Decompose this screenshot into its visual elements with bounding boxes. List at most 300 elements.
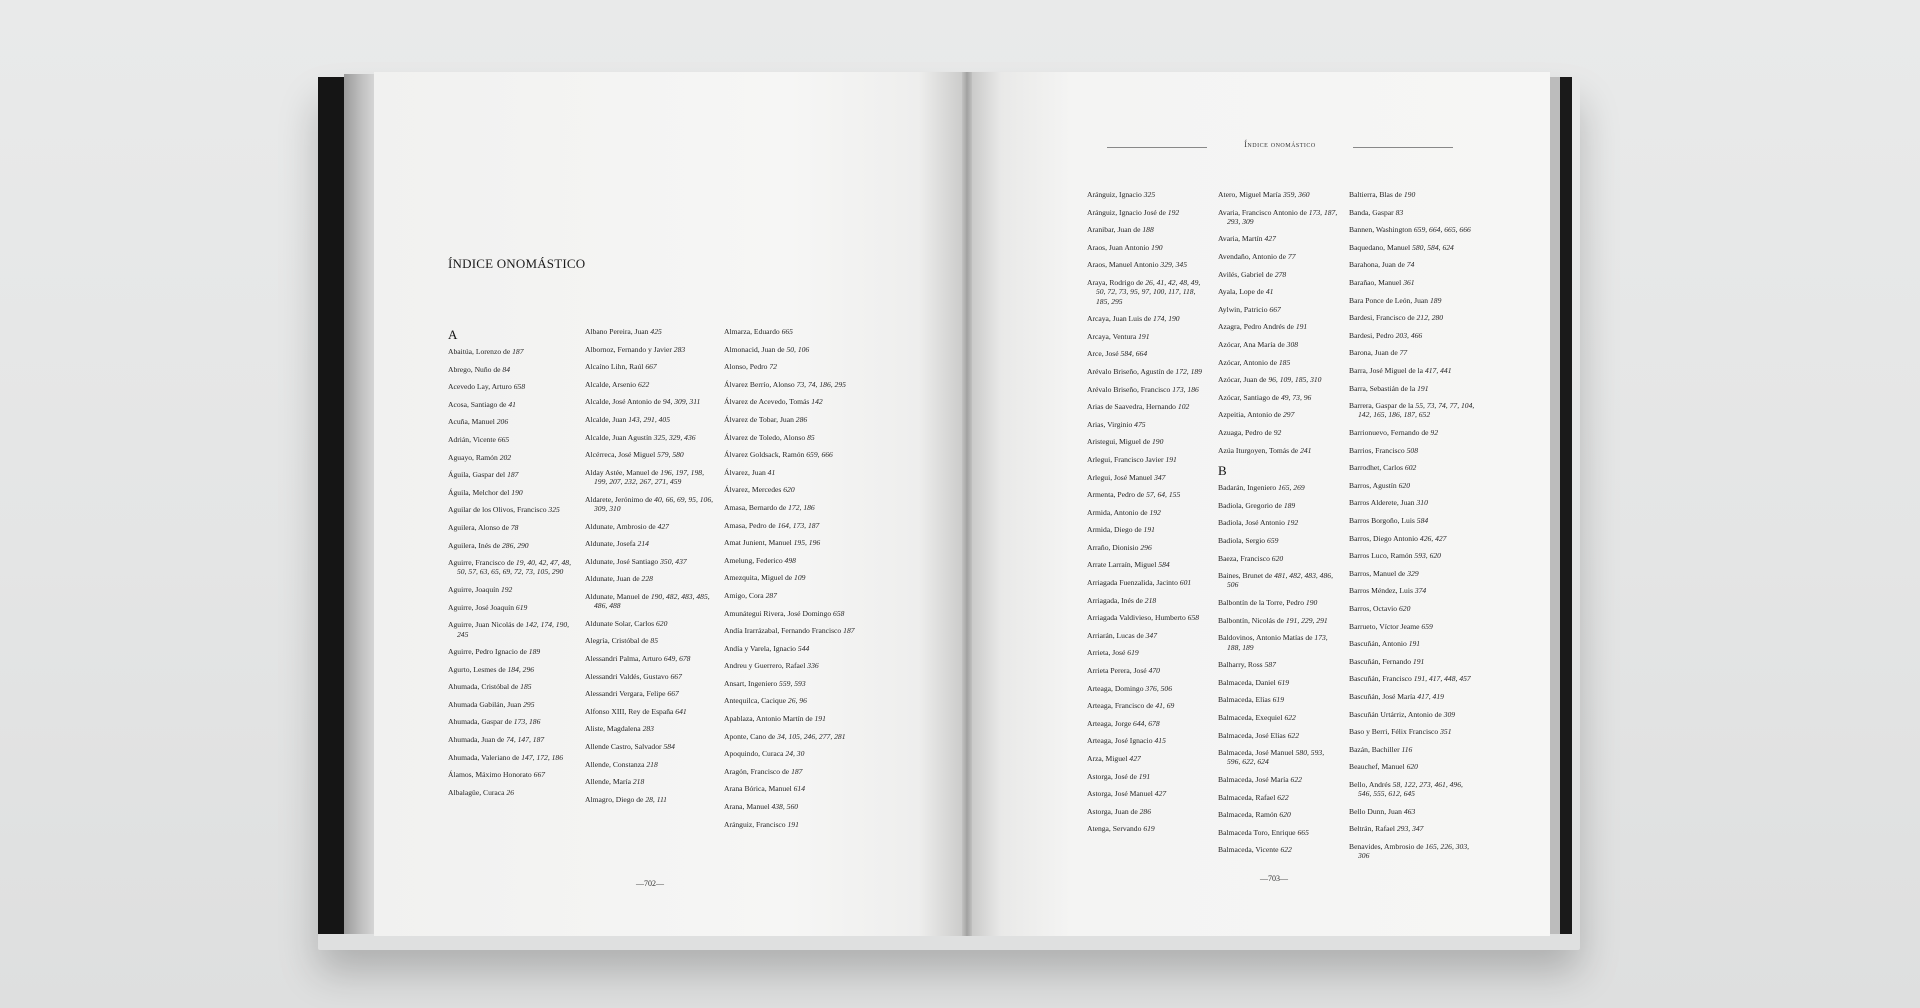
entry-name: Álvarez, Juan — [724, 467, 766, 477]
entry-pages: 196, 197, 198, 199, 207, 232, 267, 271, 459 — [594, 467, 704, 487]
entry-pages: 415 — [1154, 736, 1166, 746]
entry-name: Badiola, Sergio — [1218, 535, 1266, 545]
entry-name: Balmaceda, José Manuel — [1218, 748, 1294, 758]
index-entry — [724, 503, 862, 512]
entry-pages: 658 — [833, 608, 845, 618]
entry-pages: 184, 296 — [507, 664, 535, 674]
index-entry — [1218, 270, 1338, 279]
entry-name: Andía y Varela, Ignacio — [724, 643, 796, 653]
entry-pages: 347 — [1145, 630, 1158, 640]
entry-pages: 427 — [1154, 789, 1167, 799]
entry-name: Amezquita, Miguel de — [724, 573, 793, 583]
index-entry — [448, 735, 578, 744]
index-entry — [1218, 731, 1338, 740]
index-entry — [1349, 727, 1477, 736]
entry-pages: 359, 360 — [1282, 190, 1310, 199]
entry-pages: 286 — [1139, 806, 1151, 816]
index-entry — [724, 749, 862, 758]
entry-name: Arrate Larraín, Miguel — [1087, 560, 1157, 570]
entry-name: Aguilera, Inés de — [448, 540, 501, 550]
entry-name: Alegría, Cristóbal de — [585, 636, 649, 646]
entry-name: Badiola, Gregorio de — [1218, 500, 1282, 510]
entry-pages: 559, 593 — [779, 678, 806, 688]
entry-name: Bello Dunn, Juan — [1349, 806, 1402, 816]
entry-pages: 658 — [513, 382, 526, 392]
index-entry — [1349, 807, 1477, 816]
book-cover-edge-left — [318, 77, 344, 934]
index-entry — [1087, 455, 1207, 464]
entry-name: Ahumada, Cristóbal de — [448, 682, 519, 692]
entry-pages: 191, 229, 291 — [1285, 615, 1328, 625]
entry-pages: 296 — [1140, 542, 1152, 552]
index-entry — [1349, 225, 1477, 234]
index-entry — [448, 382, 578, 391]
entry-pages: 73, 74, 186, 295 — [796, 379, 846, 389]
entry-name: Balbontín, Nicolás de — [1218, 615, 1285, 625]
entry-name: Barros, Manuel de — [1349, 568, 1406, 578]
entry-pages: 620 — [783, 485, 795, 495]
index-entry — [1087, 420, 1207, 429]
entry-pages: 667 — [533, 770, 546, 780]
index-entry — [1087, 508, 1207, 517]
entry-pages: 376, 506 — [1145, 683, 1172, 693]
entry-pages: 192 — [500, 585, 513, 595]
entry-pages: 587 — [1264, 660, 1276, 670]
entry-pages: 214 — [637, 539, 649, 549]
entry-name: Banda, Gaspar — [1349, 207, 1394, 217]
index-entry — [1349, 710, 1477, 719]
entry-pages: 614 — [793, 784, 805, 794]
entry-pages: 191 — [1408, 639, 1421, 649]
index-entry — [1349, 243, 1477, 252]
entry-pages: 212, 280 — [1416, 313, 1444, 323]
index-entry — [448, 753, 578, 762]
index-entry — [1087, 349, 1207, 358]
index-entry — [1087, 278, 1207, 306]
entry-pages: 173, 187, 293, 309 — [1227, 207, 1338, 226]
entry-pages: 622 — [1284, 712, 1296, 722]
index-column — [448, 327, 578, 805]
entry-name: Alfonso XIII, Rey de España — [585, 706, 674, 716]
index-entry — [724, 362, 862, 371]
entry-name: Astorga, José Manuel — [1087, 789, 1153, 799]
entry-pages: 173, 188, 189 — [1227, 633, 1328, 652]
entry-name: Almagro, Diego de — [585, 794, 644, 804]
entry-pages: 185 — [1278, 357, 1291, 367]
entry-name: Balmaceda, José Elías — [1218, 730, 1286, 740]
entry-pages: 602 — [1404, 463, 1417, 473]
entry-pages: 191 — [1138, 331, 1150, 341]
entry-name: Aguilar de los Olivos, Francisco — [448, 505, 547, 515]
entry-name: Albornoz, Fernando y Javier — [585, 344, 672, 354]
entry-name: Arteaga, Jorge — [1087, 718, 1132, 728]
entry-name: Alday Astée, Manuel de — [585, 467, 659, 477]
entry-pages: 26, 96 — [787, 696, 807, 706]
entry-name: Barona, Juan de — [1349, 348, 1398, 358]
entry-pages: 308 — [1286, 340, 1299, 350]
entry-pages: 190 — [511, 487, 523, 497]
entry-pages: 192 — [1286, 518, 1299, 528]
entry-pages: 94, 309, 311 — [662, 397, 701, 407]
entry-name: Badiola, José Antonio — [1218, 518, 1285, 528]
index-entry — [1349, 190, 1477, 199]
index-entry — [1218, 393, 1338, 402]
entry-pages: 374 — [1414, 586, 1427, 596]
page-number: —703— — [1260, 874, 1288, 883]
entry-name: Acuña, Manuel — [448, 417, 495, 427]
entry-name: Ahumada Gabilán, Juan — [448, 699, 522, 709]
index-entry — [1218, 695, 1338, 704]
entry-pages: 427 — [1129, 754, 1141, 763]
entry-name: Aldunate Solar, Carlos — [585, 618, 655, 628]
index-entry — [724, 802, 862, 811]
entry-pages: 41 — [1265, 287, 1274, 297]
entry-name: Armenta, Pedro de — [1087, 490, 1145, 500]
entry-name: Balmaceda, Daniel — [1218, 677, 1276, 687]
entry-pages: 102 — [1177, 402, 1190, 412]
index-entry — [1349, 780, 1477, 799]
entry-name: Apoquindo, Curaca — [724, 749, 784, 759]
index-entry — [448, 603, 578, 612]
entry-name: Amasa, Pedro de — [724, 520, 776, 530]
index-entry — [1087, 807, 1207, 816]
index-entry — [1087, 490, 1207, 499]
entry-name: Barros, Agustín — [1349, 480, 1397, 490]
index-entry — [1349, 604, 1477, 613]
entry-pages: 619 — [1272, 695, 1285, 705]
entry-pages: 173, 186 — [513, 717, 541, 727]
entry-name: Barrionuevo, Fernando de — [1349, 428, 1429, 438]
index-entry — [1087, 631, 1207, 640]
index-entry — [1087, 578, 1207, 587]
entry-pages: 309 — [1443, 709, 1456, 719]
entry-pages: 96, 109, 185, 310 — [1268, 375, 1322, 385]
index-entry — [724, 784, 862, 793]
index-entry — [1349, 463, 1477, 472]
entry-name: Bazán, Bachiller — [1349, 744, 1400, 754]
entry-name: Aliste, Magdalena — [585, 724, 641, 734]
index-entry — [585, 468, 715, 487]
entry-name: Álvarez Berrío, Alonso — [724, 379, 795, 389]
entry-pages: 218 — [1144, 595, 1157, 605]
entry-name: Bascuñán, José María — [1349, 691, 1416, 701]
entry-name: Barra, Sebastián de la — [1349, 383, 1416, 393]
entry-pages: 173, 186 — [1172, 384, 1199, 394]
index-entry — [585, 760, 715, 769]
index-entry — [1087, 666, 1207, 675]
index-entry — [1087, 243, 1207, 252]
entry-name: Amunátegui Rivera, José Domingo — [724, 608, 832, 618]
index-entry — [585, 450, 715, 459]
entry-name: Avilés, Gabriel de — [1218, 269, 1273, 279]
index-entry — [1087, 225, 1207, 234]
entry-name: Aguilera, Alonso de — [448, 522, 509, 532]
index-entry — [724, 380, 862, 389]
index-entry — [724, 732, 862, 741]
entry-pages: 283 — [673, 344, 686, 354]
entry-name: Antequilca, Cacique — [724, 696, 786, 706]
entry-pages: 191 — [1295, 322, 1308, 332]
entry-name: Almonacid, Juan de — [724, 344, 785, 354]
page-block-edge-left — [344, 74, 374, 934]
entry-name: Ahumada, Gaspar de — [448, 717, 512, 727]
entry-pages: 584 — [1416, 515, 1429, 525]
entry-name: Azuaga, Pedro de — [1218, 428, 1272, 438]
entry-pages: 228 — [641, 574, 653, 584]
entry-pages: 202 — [499, 452, 512, 462]
entry-pages: 417, 441 — [1424, 365, 1452, 375]
entry-pages: 601 — [1179, 578, 1192, 588]
index-entry — [448, 365, 578, 374]
index-column — [1349, 190, 1477, 869]
index-entry — [585, 574, 715, 583]
entry-name: Aguirre, Juan Nicolás de — [448, 620, 524, 630]
entry-pages: 191 — [787, 819, 799, 829]
entry-pages: 191 — [1412, 656, 1425, 666]
entry-pages: 190 — [1403, 190, 1416, 199]
entry-name: Arraño, Dionisio — [1087, 542, 1139, 552]
entry-pages: 665 — [1297, 827, 1309, 837]
entry-pages: 190 — [1305, 598, 1318, 608]
index-entry — [1218, 446, 1338, 455]
entry-name: Abaitúa, Lorenzo de — [448, 347, 511, 356]
index-entry — [1349, 551, 1477, 560]
index-entry — [585, 672, 715, 681]
entry-name: Azócar, Ana María de — [1218, 340, 1285, 350]
index-entry — [448, 770, 578, 779]
entry-name: Arriarán, Lucas de — [1087, 630, 1144, 640]
index-entry — [1218, 428, 1338, 437]
entry-name: Alcalde, Juan Agustín — [585, 432, 652, 442]
entry-pages: 190, 482, 483, 485, 486, 488 — [594, 591, 710, 611]
entry-pages: 622 — [637, 379, 650, 389]
entry-name: Araos, Manuel Antonio — [1087, 260, 1159, 270]
entry-pages: 55, 73, 74, 77, 104, 142, 165, 186, 187, 652 — [1358, 401, 1475, 420]
entry-pages: 667 — [645, 362, 657, 372]
entry-pages: 57, 64, 155 — [1146, 490, 1181, 500]
index-entry — [585, 327, 715, 336]
index-entry — [448, 470, 578, 479]
entry-name: Arlegui, José Manuel — [1087, 472, 1153, 482]
entry-pages: 218 — [646, 759, 658, 769]
index-entry — [724, 327, 862, 336]
entry-name: Astorga, Juan de — [1087, 806, 1138, 816]
entry-pages: 58, 122, 273, 461, 496, 546, 555, 612, 645 — [1358, 779, 1463, 799]
entry-name: Allende Castro, Salvador — [585, 741, 662, 751]
entry-name: Apablaza, Antonio Martín de — [724, 714, 813, 724]
entry-name: Baltierra, Blas de — [1349, 190, 1402, 199]
index-entry — [1349, 569, 1477, 578]
entry-pages: 28, 111 — [645, 794, 667, 804]
entry-pages: 24, 30 — [785, 749, 805, 759]
index-entry — [585, 522, 715, 531]
entry-pages: 347 — [1154, 472, 1166, 482]
entry-name: Álvarez de Acevedo, Tomás — [724, 397, 810, 407]
book-cover-edge-right — [1560, 77, 1572, 934]
index-entry — [724, 468, 862, 477]
entry-pages: 329 — [1407, 568, 1419, 578]
entry-pages: 293, 347 — [1396, 824, 1424, 834]
index-entry — [448, 400, 578, 409]
entry-name: Alcalde, José Antonio de — [585, 397, 661, 407]
entry-pages: 192 — [1167, 207, 1180, 217]
entry-name: Águila, Gaspar del — [448, 470, 506, 480]
entry-pages: 667 — [1269, 304, 1281, 314]
index-entry — [1087, 789, 1207, 798]
entry-name: Aristegui, Miguel de — [1087, 437, 1151, 447]
entry-pages: 498 — [784, 555, 796, 565]
entry-pages: 659 — [1421, 621, 1433, 631]
index-entry — [1349, 208, 1477, 217]
index-entry — [1349, 745, 1477, 754]
entry-pages: 665 — [497, 434, 510, 444]
index-entry — [448, 647, 578, 656]
index-entry — [1349, 428, 1477, 437]
entry-name: Arana, Manuel — [724, 802, 770, 812]
index-entry — [585, 707, 715, 716]
entry-pages: 427 — [1264, 234, 1276, 244]
entry-name: Arana Bórica, Manuel — [724, 784, 792, 794]
entry-name: Aguirre, Francisco de — [448, 558, 515, 568]
entry-pages: 417, 419 — [1417, 691, 1444, 701]
entry-pages: 191, 417, 448, 457 — [1413, 674, 1471, 684]
entry-name: Arteaga, José Ignacio — [1087, 736, 1153, 746]
entry-pages: 72 — [769, 362, 777, 372]
entry-name: Alessandri Palma, Arturo — [585, 653, 662, 663]
entry-pages: 172, 189 — [1175, 366, 1202, 376]
entry-pages: 287 — [765, 590, 777, 600]
index-entry — [448, 347, 578, 356]
index-entry — [448, 523, 578, 532]
index-entry — [448, 541, 578, 550]
entry-pages: 622 — [1290, 775, 1302, 784]
entry-name: Balmaceda, Elías — [1218, 695, 1271, 705]
index-entry — [448, 585, 578, 594]
entry-pages: 361 — [1403, 277, 1415, 287]
entry-name: Barahona, Juan de — [1349, 260, 1405, 270]
entry-name: Aponte, Cano de — [724, 731, 776, 741]
index-entry — [724, 626, 862, 635]
index-entry — [724, 661, 862, 670]
index-entry — [1349, 348, 1477, 357]
section-letter: A — [448, 327, 458, 342]
entry-pages: 172, 186 — [788, 502, 815, 512]
entry-pages: 189 — [1283, 500, 1296, 510]
index-entry — [1087, 754, 1207, 763]
entry-pages: 508 — [1406, 445, 1418, 455]
index-entry — [1087, 560, 1207, 569]
entry-pages: 659 — [1267, 535, 1279, 545]
entry-name: Alcalde, Juan — [585, 414, 627, 424]
entry-pages: 481, 482, 483, 486, 506 — [1227, 571, 1333, 590]
entry-pages: 77 — [1399, 348, 1408, 358]
entry-pages: 297 — [1282, 410, 1295, 420]
entry-name: Arza, Miguel — [1087, 754, 1128, 763]
entry-name: Barros, Diego Antonio — [1349, 533, 1418, 543]
entry-pages: 286 — [795, 414, 808, 424]
entry-pages: 191 — [1143, 525, 1155, 535]
entry-pages: 191 — [1417, 383, 1429, 393]
entry-pages: 109 — [794, 573, 806, 583]
index-entry — [1349, 824, 1477, 833]
entry-name: Albano Pereira, Juan — [585, 327, 649, 336]
entry-name: Azócar, Juan de — [1218, 375, 1267, 385]
entry-name: Arriagada, Inés de — [1087, 595, 1143, 605]
entry-name: Atero, Miguel María — [1218, 190, 1282, 199]
entry-pages: 425 — [650, 327, 662, 336]
entry-name: Arias, Virginio — [1087, 419, 1133, 429]
index-entry — [448, 435, 578, 444]
index-entry — [1218, 571, 1338, 590]
entry-pages: 19, 40, 42, 47, 48, 50, 57, 63, 65, 69, 72, 73, 105, 290 — [457, 558, 571, 577]
entry-pages: 475 — [1134, 419, 1146, 429]
entry-name: Barros, Octavio — [1349, 603, 1398, 613]
entry-name: Aguayo, Ramón — [448, 452, 498, 462]
index-entry — [1087, 684, 1207, 693]
entry-pages: 165, 269 — [1278, 483, 1305, 493]
index-entry — [585, 495, 715, 514]
entry-pages: 286, 290 — [502, 540, 529, 550]
index-entry — [585, 619, 715, 628]
entry-pages: 622 — [1277, 792, 1289, 802]
entry-pages: 325 — [1143, 190, 1156, 199]
index-entry — [585, 636, 715, 645]
entry-pages: 34, 105, 246, 277, 281 — [777, 731, 846, 741]
entry-name: Azócar, Antonio de — [1218, 357, 1277, 367]
index-entry — [1349, 278, 1477, 287]
entry-pages: 206 — [496, 417, 509, 427]
entry-name: Barros Borgoño, Luis — [1349, 515, 1415, 525]
entry-pages: 165, 226, 303, 306 — [1358, 841, 1470, 861]
entry-pages: 192 — [1149, 507, 1161, 517]
entry-name: Arévalo Briseño, Agustín de — [1087, 366, 1174, 376]
running-head-text: Índice onomástico — [1244, 140, 1316, 149]
entry-pages: 191 — [1165, 454, 1177, 464]
entry-name: Alcalde, Arsenio — [585, 379, 637, 389]
entry-pages: 325, 329, 436 — [653, 432, 696, 442]
entry-pages: 84 — [502, 364, 511, 374]
index-entry — [585, 742, 715, 751]
index-entry — [1218, 828, 1338, 837]
entry-name: Álamos, Máximo Honorato — [448, 770, 532, 780]
entry-name: Andreu y Guerrero, Rafael — [724, 661, 806, 671]
entry-name: Baldovinos, Antonio Matías de — [1218, 633, 1313, 643]
entry-pages: 667 — [667, 689, 679, 699]
index-entry — [585, 380, 715, 389]
entry-pages: 622 — [1280, 845, 1292, 855]
entry-pages: 74 — [1406, 260, 1415, 270]
entry-pages: 190 — [1151, 437, 1164, 447]
entry-name: Barros Luco, Ramón — [1349, 551, 1413, 561]
index-entry — [585, 557, 715, 566]
entry-name: Ayala, Lope de — [1218, 287, 1264, 297]
index-entry — [1087, 701, 1207, 710]
index-entry — [448, 620, 578, 639]
page-number: —702— — [636, 879, 664, 888]
entry-name: Bardesi, Francisco de — [1349, 313, 1415, 323]
entry-name: Balmaceda, Ramón — [1218, 810, 1278, 820]
index-entry — [724, 433, 862, 442]
entry-name: Bascuñán, Francisco — [1349, 674, 1412, 684]
entry-pages: 41 — [508, 399, 516, 409]
index-entry — [1218, 208, 1338, 227]
entry-pages: 620 — [1279, 810, 1291, 820]
index-entry — [1349, 842, 1477, 861]
index-entry — [1349, 498, 1477, 507]
index-entry — [1218, 252, 1338, 261]
entry-name: Arlegui, Francisco Javier — [1087, 454, 1164, 464]
entry-name: Aldarete, Jerónimo de — [585, 494, 653, 504]
